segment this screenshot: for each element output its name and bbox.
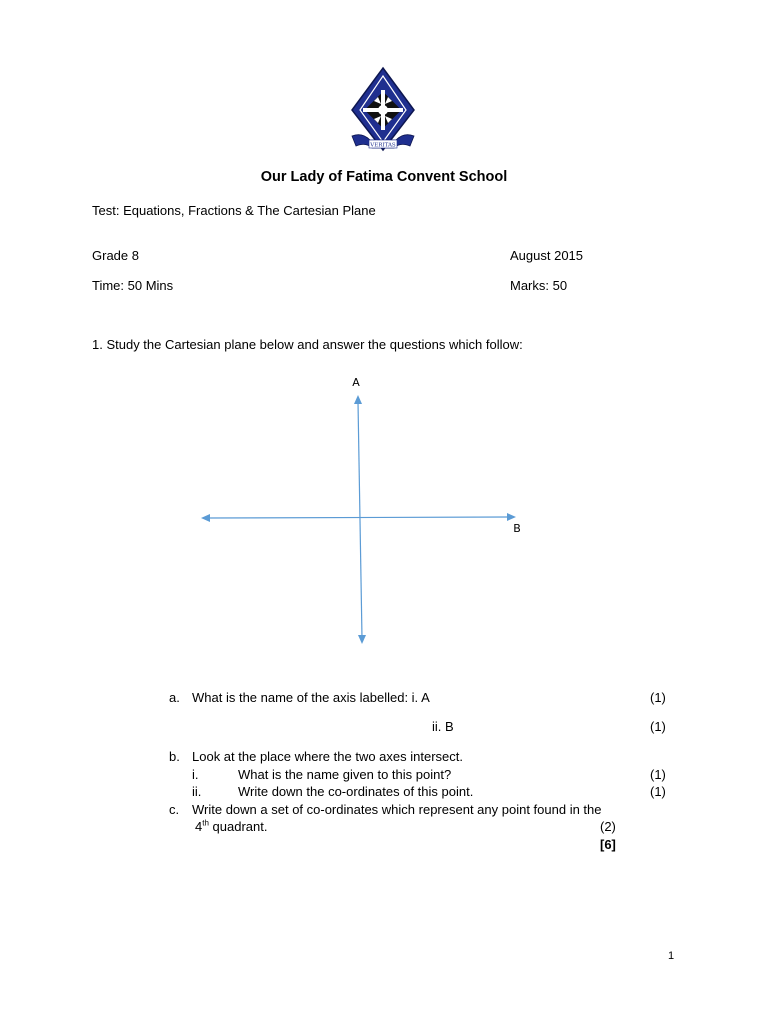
- part-b-ii-num: ii.: [192, 784, 202, 799]
- school-name: Our Lady of Fatima Convent School: [260, 169, 508, 185]
- part-b-ii-text: Write down the co-ordinates of this point.: [238, 784, 474, 799]
- part-c-quadrant-number: 4: [195, 819, 203, 834]
- part-b-i-mark: (1): [650, 767, 666, 782]
- part-c-mark: (2): [600, 819, 616, 834]
- part-a-text: What is the name of the axis labelled: i. A: [192, 690, 430, 705]
- part-a-ii-text: ii. B: [432, 719, 454, 734]
- part-a-mark: (1): [650, 690, 666, 705]
- part-c-quadrant-word: quadrant.: [208, 819, 268, 834]
- part-b-ii-mark: (1): [650, 784, 666, 799]
- grade: Grade 8: [92, 248, 139, 263]
- axis-label-b: B: [513, 522, 521, 535]
- question-1-intro: 1. Study the Cartesian plane below and answer the questions which follow:: [92, 337, 523, 352]
- part-b-letter: b.: [169, 749, 180, 764]
- page-number: 1: [668, 950, 675, 962]
- vertical-axis-arrow-up: [354, 395, 362, 404]
- part-b-text: Look at the place where the two axes intersect.: [192, 749, 463, 764]
- part-a-letter: a.: [169, 690, 180, 705]
- test-title: Test: Equations, Fractions & The Cartesian Plane: [92, 203, 376, 218]
- axis-label-a: A: [352, 376, 360, 389]
- cartesian-plane-diagram: [190, 370, 540, 660]
- logo-motto: VERITAS: [370, 142, 396, 149]
- part-c-ordinal-suffix: th: [202, 818, 209, 828]
- part-c-line2: [195, 819, 267, 834]
- part-b-i-text: What is the name given to this point?: [238, 767, 452, 782]
- test-date: August 2015: [510, 248, 584, 263]
- horizontal-axis-arrow-right: [507, 513, 516, 521]
- question-1-total: [6]: [600, 837, 616, 852]
- time-allowed: Time: 50 Mins: [92, 278, 174, 293]
- part-c-letter: c.: [169, 802, 180, 817]
- horizontal-axis-arrow-left: [201, 514, 210, 522]
- horizontal-axis: [208, 517, 508, 518]
- vertical-axis-arrow-down: [358, 635, 366, 644]
- school-crest-logo: [348, 66, 418, 156]
- part-c-line1: Write down a set of co-ordinates which represent any point found in the: [192, 802, 602, 817]
- part-a-ii-mark: (1): [650, 719, 666, 734]
- total-marks: Marks: 50: [510, 278, 568, 293]
- vertical-axis: [358, 402, 362, 638]
- part-b-i-num: i.: [192, 767, 199, 782]
